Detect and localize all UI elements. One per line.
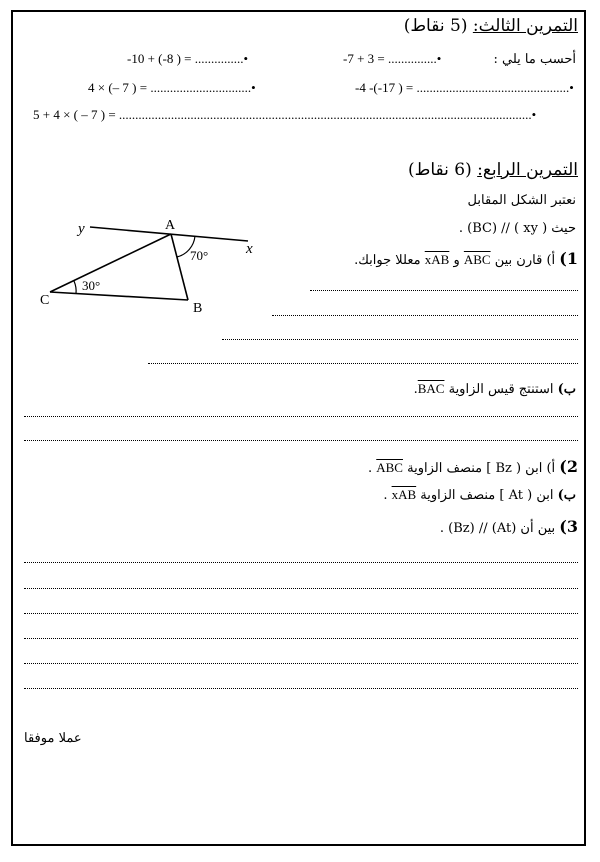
ex3-item-4-bullet: • xyxy=(251,80,256,95)
q2a-text: ابن ( Bz ] منصف الزاوية xyxy=(407,461,543,476)
segment-ab xyxy=(171,234,188,300)
ex3-item-1-dots: ............... xyxy=(388,51,437,66)
answer-line-10 xyxy=(24,638,578,639)
answer-line-1 xyxy=(310,290,578,291)
ex3-instruction: أحسب ما يلي : xyxy=(493,52,576,67)
ex3-item-3-dots: ............................................... xyxy=(416,80,570,95)
q2b-text: ابن ( At ] منصف الزاوية xyxy=(420,488,554,503)
ex3-item-5 xyxy=(33,107,578,123)
page-border xyxy=(11,10,586,846)
answer-line-3 xyxy=(222,339,578,340)
ex3-item-5-bullet: • xyxy=(531,107,537,122)
ex4-where: حيث ( xy ) // (BC) . xyxy=(458,221,576,236)
answer-line-6 xyxy=(24,440,578,441)
q2b-angle-xab: xAB xyxy=(391,487,417,502)
ex4-title: التمرين الرابع: xyxy=(477,160,578,180)
answer-line-11 xyxy=(24,663,578,664)
ex3-item-1-expr: -7 + 3 = xyxy=(343,51,388,66)
answer-line-12 xyxy=(24,688,578,689)
ex3-points: (5 نقاط) xyxy=(403,16,468,36)
answer-line-4 xyxy=(148,363,578,364)
angle-c-value: 30° xyxy=(82,278,101,293)
q1-number: 1) xyxy=(559,249,578,268)
ex4-intro: نعتبر الشكل المقابل xyxy=(467,193,576,208)
q1a-angle-abc: ABC xyxy=(463,252,491,267)
label-b: B xyxy=(193,301,203,316)
segment-cb xyxy=(50,292,188,300)
ex4-points: (6 نقاط) xyxy=(408,160,472,180)
answer-line-2 xyxy=(272,315,578,316)
q2b-letter: ب) xyxy=(557,488,576,503)
q1b-angle-bac: BAC xyxy=(417,381,445,396)
ex3-title: التمرين الثالث: xyxy=(472,16,578,36)
q2a-angle-abc: ABC xyxy=(376,460,403,475)
ex3-item-2-bullet: • xyxy=(243,51,249,66)
label-c: C xyxy=(40,293,50,308)
ex3-item-2-dots: ............... xyxy=(194,51,244,66)
q1a-tail: معللا جوابك. xyxy=(354,253,421,268)
segment-ac xyxy=(50,234,171,292)
angle-a-value: 70° xyxy=(190,248,209,263)
ex3-item-5-expr: 5 + 4 × ( – 7 ) = xyxy=(33,107,119,122)
ex3-item-3-bullet: • xyxy=(569,80,574,95)
ex3-item-2 xyxy=(127,51,248,67)
answer-line-9 xyxy=(24,613,578,614)
q1a-angle-xab: xAB xyxy=(424,252,450,267)
angle-arc-c xyxy=(74,281,76,294)
ex3-item-1-bullet: • xyxy=(436,51,442,66)
ex3-item-3 xyxy=(355,80,574,96)
ex3-item-4 xyxy=(88,80,256,96)
q1b-text: استنتج قيس الزاوية xyxy=(448,382,554,397)
q1b-letter: ب) xyxy=(557,382,576,397)
q2b-line: ب) ابن ( At ] منصف الزاوية xAB . xyxy=(383,487,576,503)
label-a: A xyxy=(165,218,176,233)
q1a-text: قارن بين xyxy=(494,253,543,268)
ex4-heading xyxy=(408,160,578,180)
ex3-item-5-dots: ............................................................................................................................... xyxy=(118,107,532,122)
ex3-item-4-dots: ............................... xyxy=(150,80,252,95)
label-y: y xyxy=(78,221,85,237)
q3-number: 3) xyxy=(559,517,578,536)
ex3-heading xyxy=(404,16,578,36)
q2a-line: 2) أ) ابن ( Bz ] منصف الزاوية ABC . xyxy=(367,457,578,476)
q1a-letter: أ) xyxy=(546,253,556,268)
ex3-item-1 xyxy=(343,51,441,67)
ex3-item-2-expr: -10 + (-8 ) = xyxy=(127,51,195,66)
label-x: x xyxy=(246,241,253,257)
answer-line-5 xyxy=(24,416,578,417)
answer-line-8 xyxy=(24,588,578,589)
q1b-line: ب) استنتج قيس الزاوية BAC. xyxy=(413,381,576,397)
answer-line-7 xyxy=(24,562,578,563)
q2-number: 2) xyxy=(559,457,578,476)
q3-text: بين أن (At) // (Bz) . xyxy=(439,521,556,536)
triangle-figure xyxy=(30,212,270,322)
ex3-item-4-expr: 4 × (– 7 ) = xyxy=(88,80,151,95)
closing-text: عملا موفقا xyxy=(24,731,82,746)
q2a-letter: أ) xyxy=(546,461,556,476)
ex3-item-3-expr: -4 -(-17 ) = xyxy=(355,80,417,95)
q1a-and: و xyxy=(453,253,460,268)
q3-line xyxy=(440,517,578,536)
q1a-line xyxy=(354,249,578,268)
